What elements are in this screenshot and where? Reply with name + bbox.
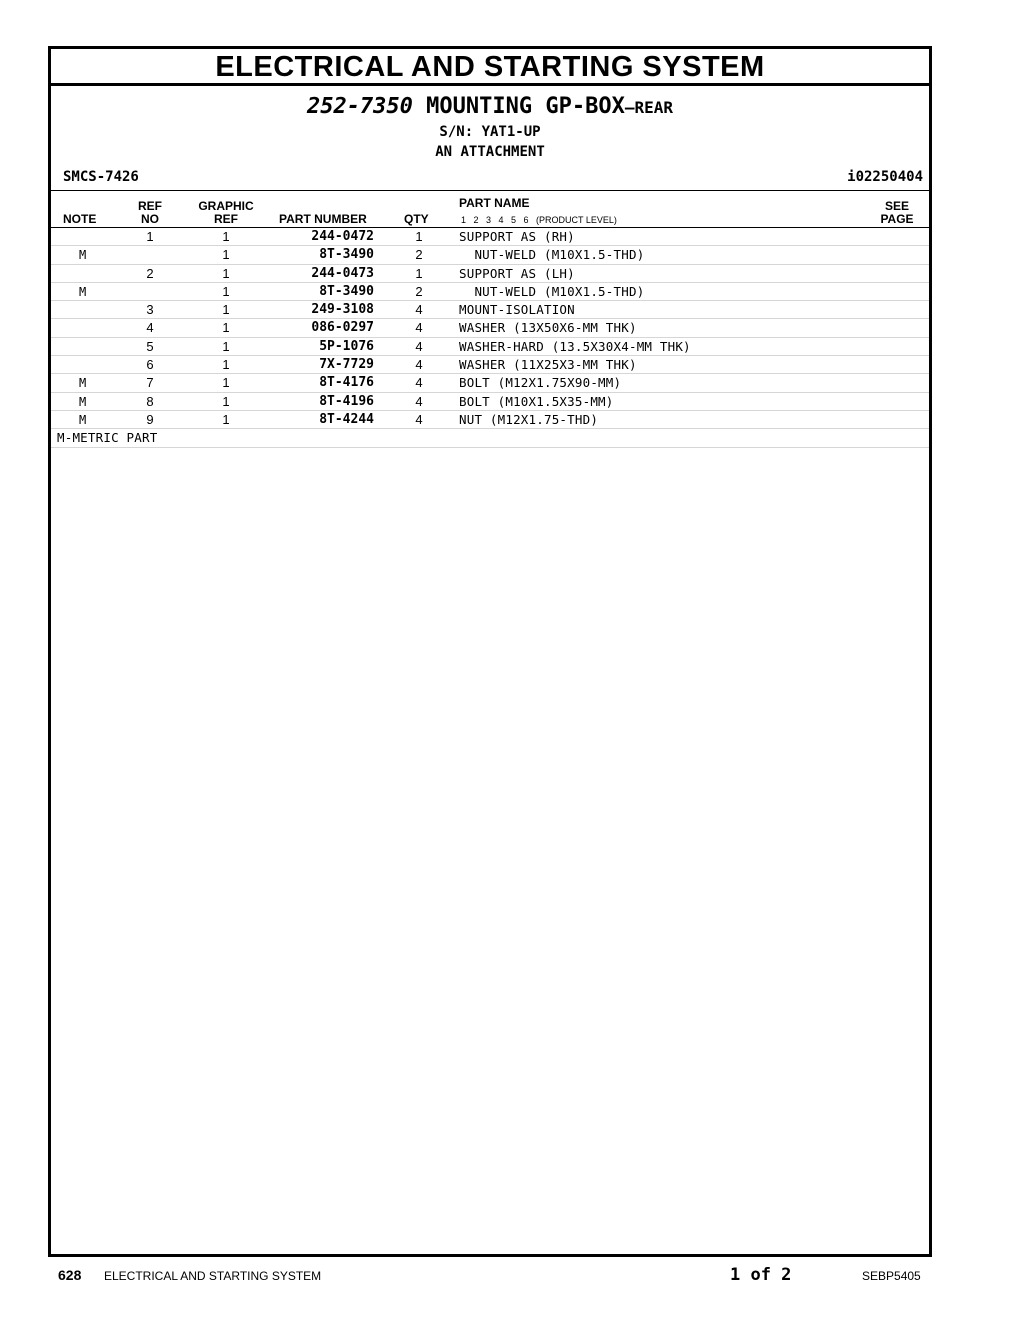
col-see-top: SEE <box>884 199 909 213</box>
part-number-cell: 8T-3490 <box>319 247 374 263</box>
illustration-id: i02250404 <box>847 169 923 185</box>
qty-cell: 1 <box>415 265 423 281</box>
col-ref-bottom: NO <box>141 212 159 226</box>
qty-cell: 4 <box>415 393 423 409</box>
qty-cell: 4 <box>415 357 423 373</box>
part-name-cell: SUPPORT AS (LH) <box>459 265 575 281</box>
graphic-ref-cell: 1 <box>222 265 230 281</box>
part-name-cell: NUT-WELD (M10X1.5-THD) <box>459 283 645 299</box>
note-cell: M <box>79 376 87 391</box>
group-heading <box>51 93 929 122</box>
parts-list <box>51 228 929 448</box>
part-number-cell: 7X-7729 <box>319 357 374 373</box>
part-number-cell: 8T-4244 <box>319 411 374 427</box>
serial-range: S/N: YAT1-UP <box>439 124 541 140</box>
ref-cell: 1 <box>146 229 154 244</box>
part-name-cell: MOUNT-ISOLATION <box>459 302 575 318</box>
graphic-ref-cell: 1 <box>222 283 230 299</box>
ref-cell: 9 <box>146 411 154 427</box>
ref-cell: 3 <box>146 302 154 318</box>
table-row <box>51 246 929 264</box>
section-title: ELECTRICAL AND STARTING SYSTEM <box>51 49 929 86</box>
part-name-cell: WASHER (11X25X3-MM THK) <box>459 357 637 373</box>
part-name-cell: NUT-WELD (M10X1.5-THD) <box>459 247 645 263</box>
note-cell: M <box>79 284 87 299</box>
col-note: NOTE <box>63 212 97 226</box>
ref-cell: 7 <box>146 375 154 391</box>
table-row <box>51 228 929 246</box>
footnote-row <box>51 429 929 447</box>
parts-page-frame <box>48 46 932 1257</box>
qty-cell: 1 <box>415 229 423 244</box>
note-cell: M <box>79 394 87 409</box>
table-row <box>51 356 929 374</box>
ref-cell: 6 <box>146 357 154 373</box>
table-row <box>51 411 929 429</box>
col-graphic-bottom: REF <box>214 212 238 226</box>
part-number-cell: 244-0473 <box>311 265 374 281</box>
part-name-cell: WASHER-HARD (13.5X30X4-MM THK) <box>459 338 691 354</box>
col-see-bottom: PAGE <box>880 212 914 226</box>
group-part-number: 252-7350 <box>306 94 413 119</box>
graphic-ref-cell: 1 <box>222 357 230 373</box>
column-headers <box>51 190 929 228</box>
table-row <box>51 338 929 356</box>
table-row <box>51 265 929 283</box>
part-name-cell: WASHER (13X50X6-MM THK) <box>459 320 637 336</box>
col-graphic-top: GRAPHIC <box>198 199 254 213</box>
part-name-cell: BOLT (M10X1.5X35-MM) <box>459 393 614 409</box>
part-number-cell: 244-0472 <box>311 229 374 244</box>
qty-cell: 4 <box>415 375 423 391</box>
ref-cell: 8 <box>146 393 154 409</box>
graphic-ref-cell: 1 <box>222 320 230 336</box>
col-part-number: PART NUMBER <box>279 212 367 226</box>
table-row <box>51 283 929 301</box>
smcs-code: SMCS-7426 <box>63 169 139 185</box>
table-row <box>51 319 929 337</box>
graphic-ref-cell: 1 <box>222 375 230 391</box>
graphic-ref-cell: 1 <box>222 229 230 244</box>
ref-cell: 4 <box>146 320 154 336</box>
qty-cell: 4 <box>415 302 423 318</box>
attachment-label: AN ATTACHMENT <box>435 144 545 160</box>
col-part-name: PART NAME <box>459 196 530 210</box>
col-qty: QTY <box>404 212 429 226</box>
col-ref-top: REF <box>138 199 162 213</box>
part-name-cell: NUT (M12X1.75-THD) <box>459 411 599 427</box>
part-number-cell: 8T-4196 <box>319 393 374 409</box>
metric-part-footnote: M-METRIC PART <box>57 430 158 446</box>
table-row <box>51 374 929 392</box>
ref-cell: 5 <box>146 338 154 354</box>
document-id: SEBP5405 <box>862 1269 921 1283</box>
qty-cell: 4 <box>415 320 423 336</box>
graphic-ref-cell: 1 <box>222 338 230 354</box>
part-number-cell: 249-3108 <box>311 302 374 318</box>
page-of-count: 1 of 2 <box>730 1265 792 1285</box>
part-number-cell: 086-0297 <box>311 320 374 336</box>
note-cell: M <box>79 248 87 263</box>
group-part-name-suffix: —REAR <box>624 98 674 117</box>
graphic-ref-cell: 1 <box>222 302 230 318</box>
ref-cell: 2 <box>146 265 154 281</box>
footer-section-title: ELECTRICAL AND STARTING SYSTEM <box>104 1269 322 1283</box>
part-number-cell: 8T-3490 <box>319 283 374 299</box>
group-part-name: MOUNTING GP-BOX <box>426 94 625 119</box>
part-number-cell: 5P-1076 <box>319 338 374 354</box>
qty-cell: 2 <box>415 283 423 299</box>
qty-cell: 4 <box>415 411 423 427</box>
part-number-cell: 8T-4176 <box>319 375 374 391</box>
graphic-ref-cell: 1 <box>222 247 230 263</box>
qty-cell: 2 <box>415 247 423 263</box>
graphic-ref-cell: 1 <box>222 411 230 427</box>
col-product-level: 1 2 3 4 5 6 (PRODUCT LEVEL) <box>461 215 617 225</box>
qty-cell: 4 <box>415 338 423 354</box>
table-row <box>51 393 929 411</box>
part-name-cell: BOLT (M12X1.75X90-MM) <box>459 375 622 391</box>
page-number: 628 <box>58 1267 82 1283</box>
part-name-cell: SUPPORT AS (RH) <box>459 229 575 244</box>
table-row <box>51 301 929 319</box>
page-footer <box>0 1262 1020 1292</box>
note-cell: M <box>79 412 87 427</box>
graphic-ref-cell: 1 <box>222 393 230 409</box>
